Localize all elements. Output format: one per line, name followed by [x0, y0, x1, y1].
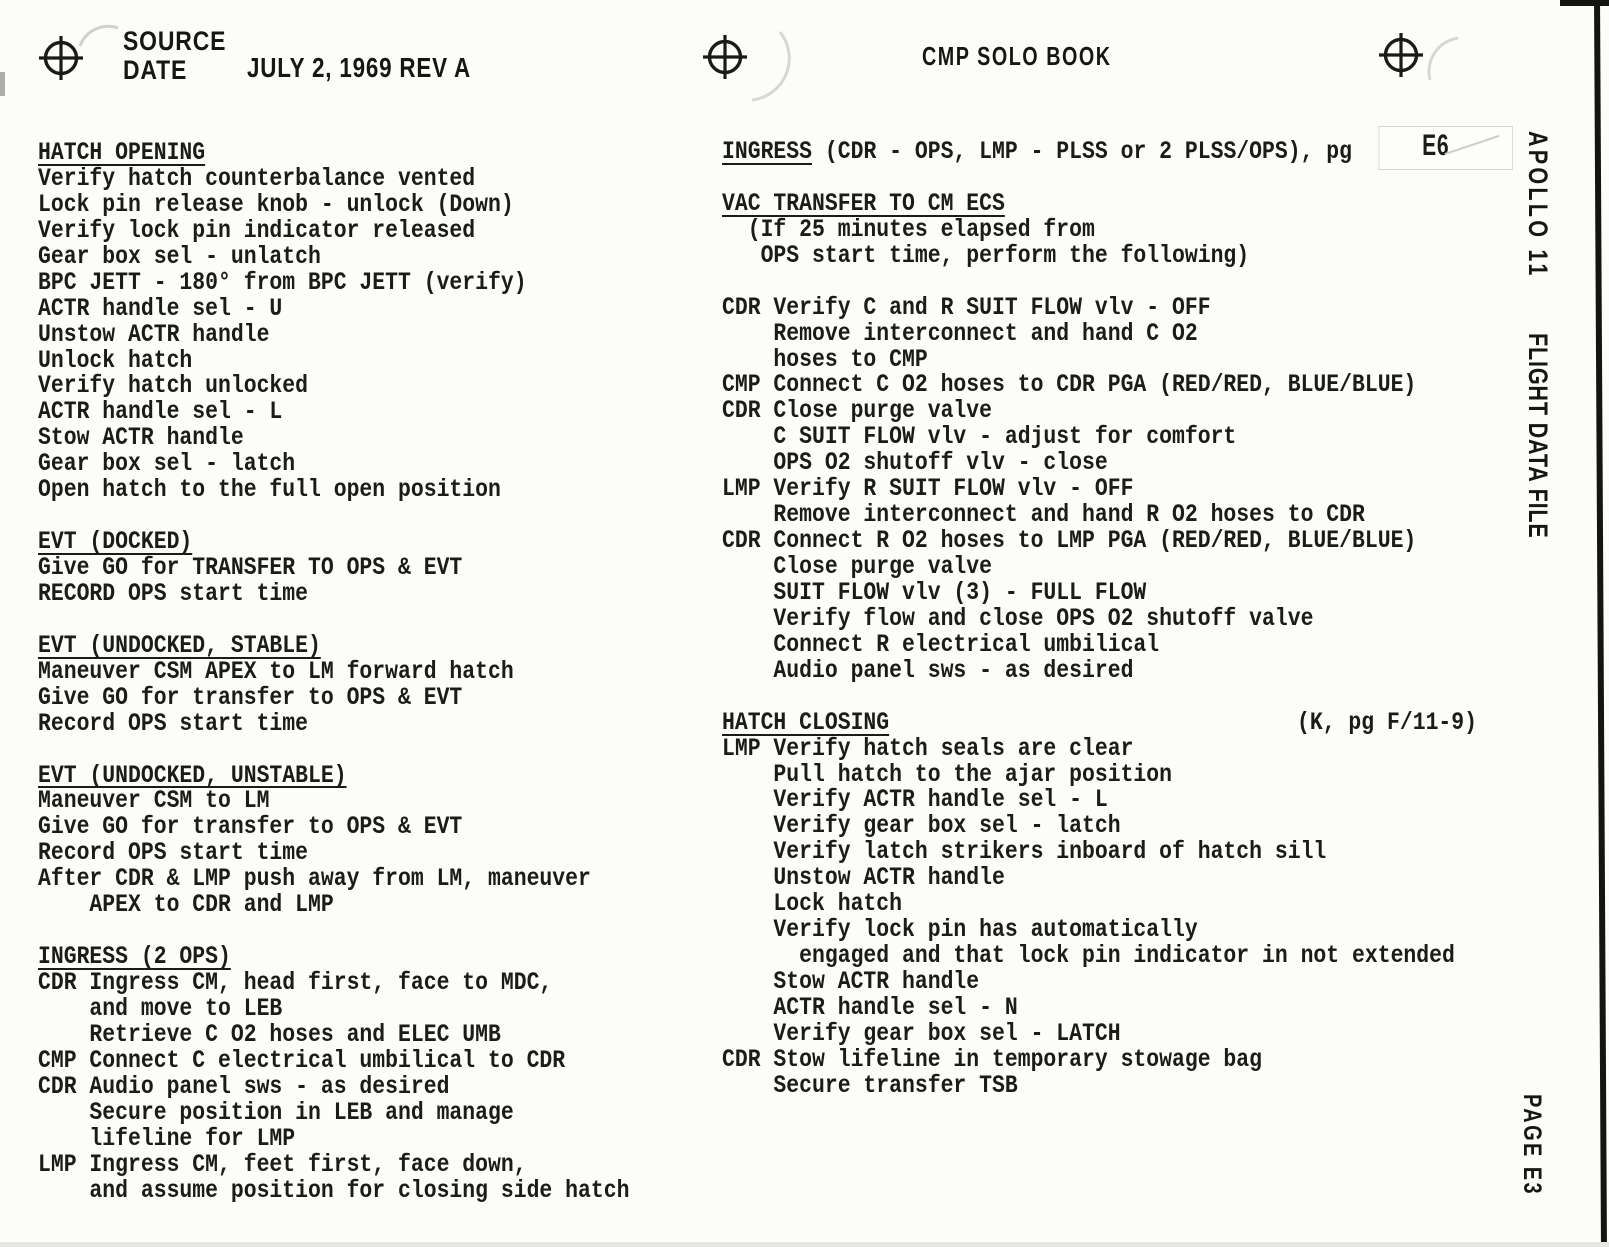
checklist-line: Connect R electrical umbilical — [722, 629, 1160, 659]
checklist-line: Maneuver CSM to LM — [38, 786, 270, 816]
page-number-label: PAGE E3 — [1518, 1094, 1546, 1197]
page-ref-value: E6 — [1422, 129, 1450, 162]
checklist-line: lifeline for LMP — [38, 1123, 296, 1153]
date-label: DATE — [123, 55, 188, 85]
checklist-line: Verify ACTR handle sel - L — [722, 785, 1108, 815]
checklist-line: Remove interconnect and hand C O2 — [722, 318, 1198, 348]
checklist-line: Open hatch to the full open position — [38, 475, 501, 505]
checklist-line: Secure position in LEB and manage — [38, 1097, 514, 1127]
date-value: JULY 2, 1969 REV A — [247, 52, 472, 83]
checklist-line: C SUIT FLOW vlv - adjust for comfort — [722, 422, 1237, 452]
checklist-line: and move to LEB — [38, 993, 283, 1023]
checklist-line: Gear box sel - unlatch — [38, 241, 321, 271]
page-ref-patch — [1378, 126, 1513, 170]
checklist-line: CDR Audio panel sws - as desired — [38, 1071, 450, 1101]
checklist-line: APEX to CDR and LMP — [38, 890, 334, 920]
checklist-line: Close purge valve — [722, 552, 993, 581]
checklist-line: Unstow ACTR handle — [722, 863, 1005, 893]
section-heading: INGRESS (CDR - OPS, LMP - PLSS or 2 PLSS/OPS), pg E6 — [722, 139, 1477, 165]
checklist-section — [722, 707, 1478, 1100]
section-heading: INGRESS (2 OPS) — [38, 942, 231, 972]
heading-page-reference: (K, pg F/11-9) — [1297, 707, 1478, 737]
checklist-section — [722, 292, 1477, 685]
binder-edge-label — [1522, 131, 1553, 539]
source-label: SOURCE — [123, 26, 227, 56]
checklist-line: engaged and that lock pin indicator in not extended — [722, 941, 1455, 971]
checklist-section — [38, 944, 658, 1203]
checklist-line: Retrieve C O2 hoses and ELEC UMB — [38, 1019, 501, 1049]
section-heading: EVT (DOCKED) — [38, 527, 193, 557]
program-label: APOLLO 11 — [1523, 131, 1553, 279]
checklist-line: Give GO for TRANSFER TO OPS & EVT — [38, 553, 463, 582]
book-title: CMP SOLO BOOK — [922, 41, 1112, 71]
checklist-line: Verify gear box sel - LATCH — [722, 1018, 1121, 1048]
registration-crosshair-icon — [1378, 32, 1424, 78]
checklist-line: Verify lock pin has automatically — [722, 915, 1198, 945]
right-column — [722, 129, 1478, 1100]
checklist-line: BPC JETT - 180° from BPC JETT (verify) — [38, 267, 527, 297]
checklist-line: Audio panel sws - as desired — [722, 655, 1134, 685]
checklist-line: ACTR handle sel - L — [38, 397, 283, 427]
checklist-line: RECORD OPS start time — [38, 578, 309, 608]
checklist-line: Verify latch strikers inboard of hatch sill — [722, 837, 1327, 867]
checklist-line: Pull hatch to the ajar position — [722, 759, 1173, 789]
file-label: FLIGHT DATA FILE — [1523, 333, 1553, 539]
checklist-section — [38, 630, 658, 738]
checklist-line: OPS start time, perform the following) — [722, 240, 1250, 270]
checklist-line: SUIT FLOW vlv (3) - FULL FLOW — [722, 577, 1147, 607]
section-heading: EVT (UNDOCKED, UNSTABLE) — [38, 760, 347, 790]
checklist-line: CDR Connect R O2 hoses to LMP PGA (RED/RED, BLUE/BLUE) — [722, 526, 1417, 556]
section-heading: HATCH CLOSING (K, pg F/11-9) — [722, 707, 1478, 737]
checklist-line: hoses to CMP — [722, 344, 928, 374]
checklist-line: Record OPS start time — [38, 708, 309, 738]
page-edge-line — [1597, 0, 1604, 1247]
checklist-line: Remove interconnect and hand R O2 hoses to CDR — [722, 500, 1365, 530]
checklist-line: Unlock hatch — [38, 345, 193, 375]
registration-crosshair-icon — [702, 34, 748, 80]
checklist-section — [722, 188, 1477, 270]
checklist-line: LMP Verify R SUIT FLOW vlv - OFF — [722, 474, 1134, 504]
checklist-line: CMP Connect C electrical umbilical to CDR — [38, 1045, 566, 1075]
checklist-line: Secure transfer TSB — [722, 1070, 1018, 1100]
checklist-line: CDR Stow lifeline in temporary stowage bag — [722, 1044, 1263, 1074]
checklist-line: Lock pin release knob - unlock (Down) — [38, 189, 514, 219]
checklist-line: After CDR & LMP push away from LM, maneuver — [38, 864, 591, 894]
left-column — [38, 140, 658, 1203]
checklist-line: Gear box sel - latch — [38, 449, 296, 479]
checklist-line: Give GO for transfer to OPS & EVT — [38, 812, 463, 842]
checklist-line: Unstow ACTR handle — [38, 319, 270, 349]
checklist-line: Lock hatch — [722, 889, 903, 919]
checklist-line: Verify hatch unlocked — [38, 371, 309, 401]
checklist-line: CMP Connect C O2 hoses to CDR PGA (RED/RED, BLUE/BLUE) — [722, 370, 1417, 400]
section-heading: VAC TRANSFER TO CM ECS — [722, 188, 1005, 218]
checklist-line: Record OPS start time — [38, 838, 309, 868]
checklist-line: Maneuver CSM APEX to LM forward hatch — [38, 656, 514, 686]
checklist-line: CDR Verify C and R SUIT FLOW vlv - OFF — [722, 292, 1211, 322]
checklist-line: LMP Verify hatch seals are clear — [722, 733, 1134, 763]
checklist-line: and assume position for closing side hatch — [38, 1175, 630, 1205]
checklist-line: CDR Ingress CM, head first, face to MDC, — [38, 968, 553, 997]
checklist-line: ACTR handle sel - N — [722, 992, 1018, 1022]
checklist-line: Verify lock pin indicator released — [38, 215, 476, 245]
checklist-line: Give GO for transfer to OPS & EVT — [38, 682, 463, 712]
checklist-line: Verify gear box sel - latch — [722, 811, 1121, 841]
checklist-line: CDR Close purge valve — [722, 396, 993, 426]
checklist-section — [38, 529, 658, 607]
checklist-line: Stow ACTR handle — [38, 423, 244, 453]
checklist-section — [722, 129, 1477, 166]
section-heading: HATCH OPENING — [38, 138, 206, 167]
checklist-line: LMP Ingress CM, feet first, face down, — [38, 1149, 527, 1179]
registration-crosshair-icon — [38, 35, 84, 81]
checklist-section — [38, 760, 658, 920]
section-heading: EVT (UNDOCKED, STABLE) — [38, 630, 321, 660]
checklist-line: Verify hatch counterbalance vented — [38, 163, 476, 193]
checklist-line: (If 25 minutes elapsed from — [722, 214, 1095, 244]
checklist-line: Stow ACTR handle — [722, 967, 980, 996]
checklist-section — [38, 140, 658, 503]
checklist-line: Verify flow and close OPS O2 shutoff valve — [722, 603, 1314, 633]
checklist-line: ACTR handle sel - U — [38, 293, 283, 323]
checklist-line: OPS O2 shutoff vlv - close — [722, 448, 1108, 478]
